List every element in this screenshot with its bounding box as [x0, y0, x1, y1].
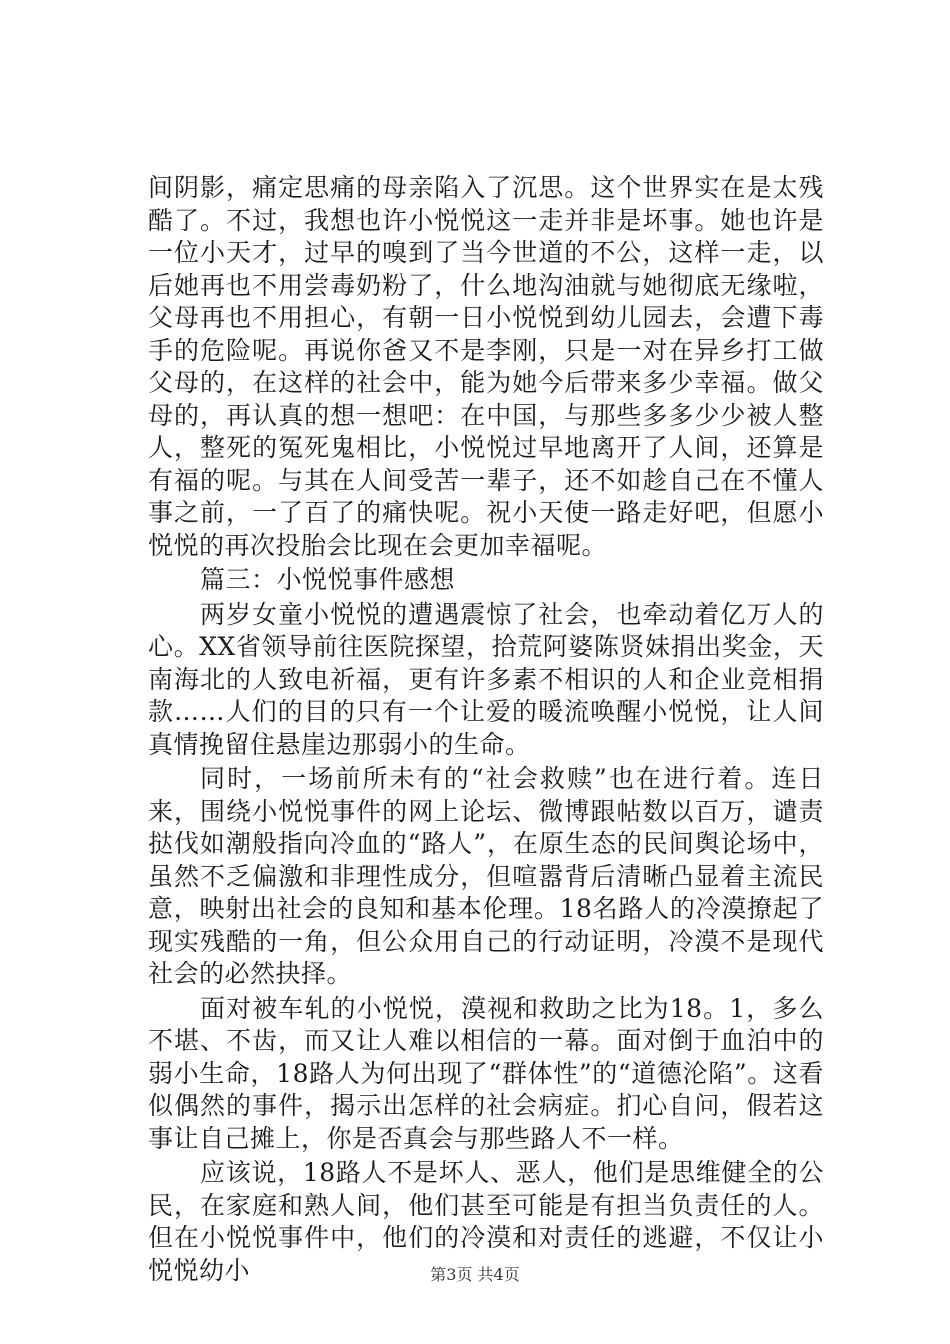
paragraph-continuation: 间阴影，痛定思痛的母亲陷入了沉思。这个世界实在是太残酷了。不过，我想也许小悦悦这一走并非是坏事。她也许是一位小天才，过早的嗅到了当今世道的不公，这样一走，以后她再也不用尝毒奶粉了，什么地沟油就与她彻底无缘啦，父母再也不用担心，有朝一日小悦悦到幼儿园去，会遭下毒手的危险呢。再说你爸又不是李刚，只是一对在异乡打工做父母的，在这样的社会中，能为她今后带来多少幸福。做父母的，再认真的想一想吧：在中国，与那些多多少少被人整人，整死的冤死鬼相比，小悦悦过早地离开了人间，还算是有福的呢。与其在人间受苦一辈子，还不如趁自己在不懂人事之前，一了百了的痛快呢。祝小天使一路走好吧，但愿小悦悦的再次投胎会比现在会更加幸福呢。	[148, 173, 824, 560]
paragraph: 应该说，18路人不是坏人、恶人，他们是思维健全的公民，在家庭和熟人间，他们甚至可能是有担当负责任的人。但在小悦悦事件中，他们的冷漠和对责任的逃避，不仅让小悦悦幼小	[148, 1158, 824, 1285]
section-heading: 篇三：小悦悦事件感想	[200, 565, 456, 594]
document-body	[148, 172, 824, 1287]
page-number-footer: 第3页 共4页	[430, 1265, 520, 1284]
paragraph: 同时，一场前所未有的“社会救赎”也在进行着。连日来，围绕小悦悦事件的网上论坛、微博跟帖数以百万，谴责挞伐如潮般指向冷血的“路人”，在原生态的民间舆论场中，虽然不乏偏激和非理性成分，但喧嚣背后清晰凸显着主流民意，映射出社会的良知和基本伦理。18名路人的冷漠撩起了现实残酷的一角，但公众用自己的行动证明，冷漠不是现代社会的必然抉择。	[148, 764, 824, 988]
paragraph: 面对被车轧的小悦悦，漠视和救助之比为18。1，多么不堪、不齿，而又让人难以相信的一幕。面对倒于血泊中的弱小生命，18路人为何出现了“群体性”的“道德沦陷”。这看似偶然的事件，揭示出怎样的社会病症。扪心自问，假若这事让自己摊上，你是否真会与那些路人不一样。	[148, 993, 824, 1153]
paragraph: 两岁女童小悦悦的遭遇震惊了社会，也牵动着亿万人的心。XX省领导前往医院探望，拾荒阿婆陈贤妹捐出奖金，天南海北的人致电祈福，更有许多素不相识的人和企业竞相捐款……人们的目的只有一个让爱的暖流唤醒小悦悦，让人间真情挽留住悬崖边那弱小的生命。	[148, 599, 824, 759]
